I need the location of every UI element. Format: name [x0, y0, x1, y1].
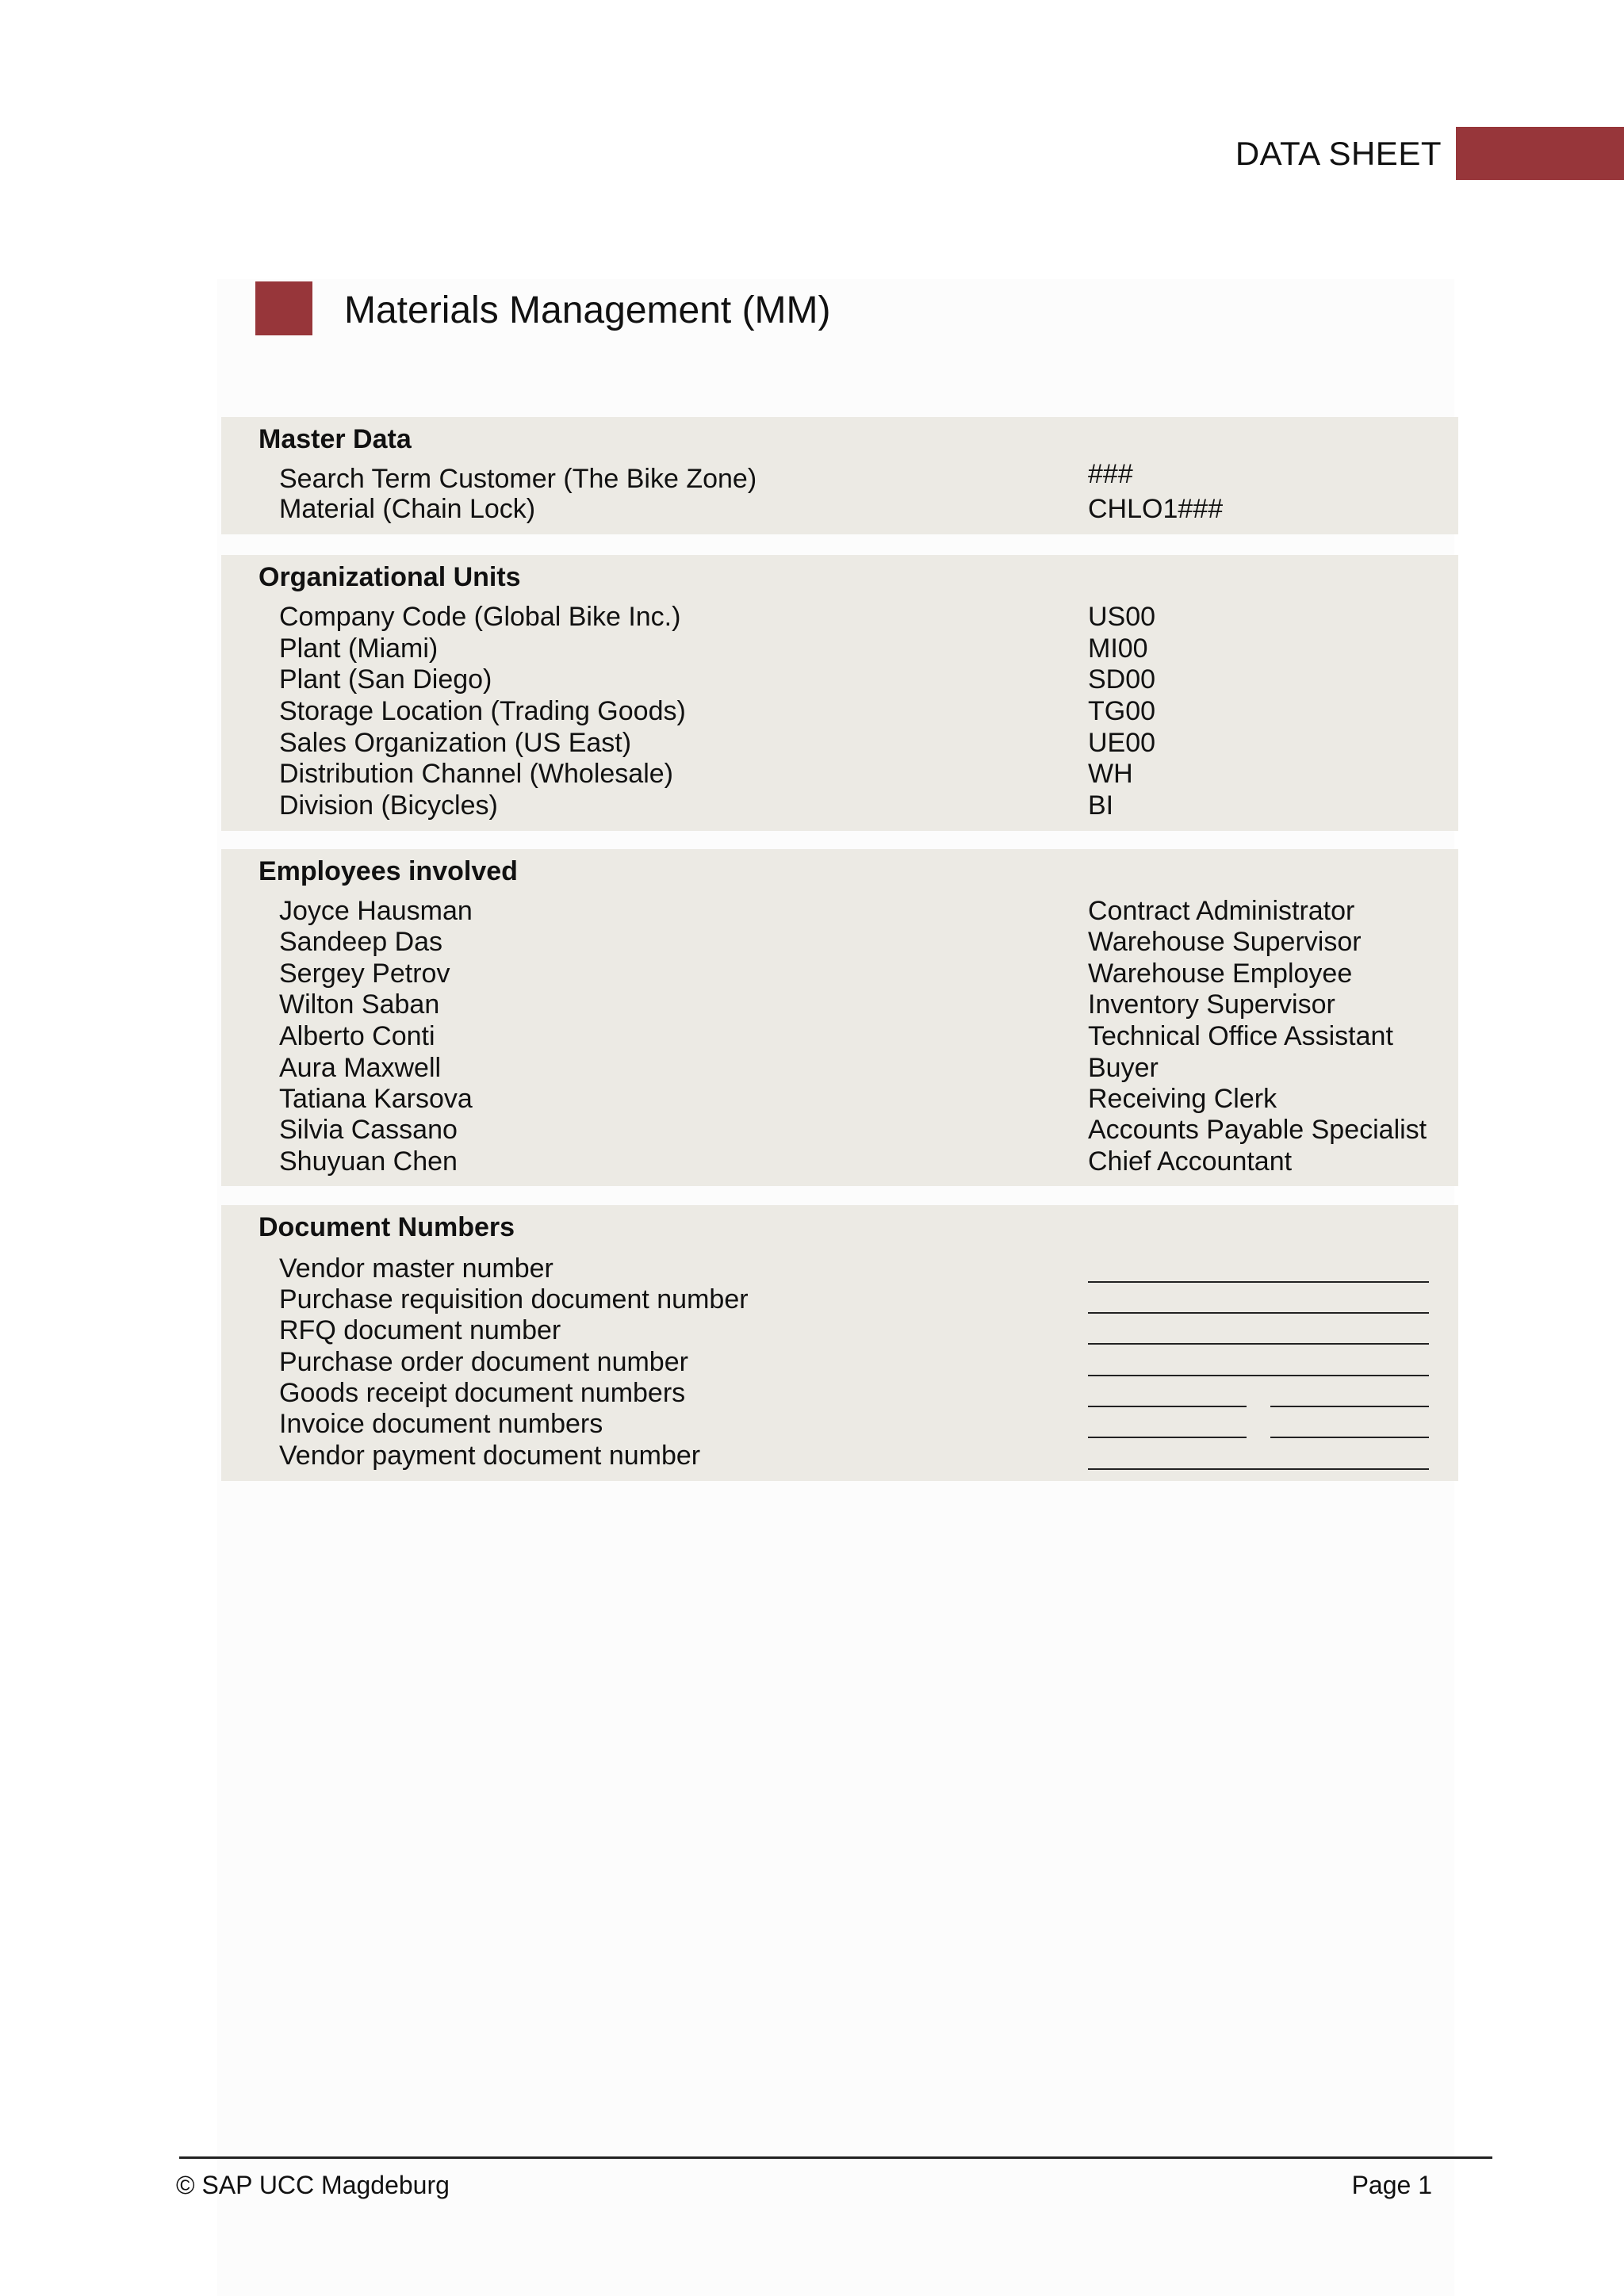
table-row — [221, 695, 1458, 727]
employee-name: Wilton Saban — [279, 989, 440, 1020]
employee-role: Inventory Supervisor — [1088, 989, 1335, 1020]
row-label: Sales Organization (US East) — [279, 728, 632, 758]
table-row — [221, 1314, 1458, 1346]
table-row — [221, 1146, 1458, 1177]
employee-role: Chief Accountant — [1088, 1146, 1293, 1177]
employee-role: Technical Office Assistant — [1088, 1021, 1393, 1051]
employee-name: Shuyuan Chen — [279, 1146, 458, 1177]
employee-role: Buyer — [1088, 1053, 1159, 1083]
row-value: CHLO1### — [1088, 494, 1224, 524]
table-row — [221, 1440, 1458, 1471]
row-label: Vendor payment document number — [279, 1441, 701, 1471]
table-row — [221, 1253, 1458, 1284]
row-value: ### — [1088, 459, 1133, 489]
row-value: BI — [1088, 790, 1114, 821]
header-accent-bar — [1456, 127, 1624, 180]
row-label: Invoice document numbers — [279, 1409, 603, 1439]
row-value: MI00 — [1088, 633, 1148, 664]
row-label: Plant (San Diego) — [279, 664, 492, 695]
fill-in-blank[interactable] — [1088, 1343, 1429, 1345]
table-row — [221, 459, 1458, 495]
title-accent-square — [255, 281, 312, 335]
row-value: WH — [1088, 759, 1133, 789]
table-row — [221, 493, 1458, 525]
fill-in-blank[interactable] — [1088, 1375, 1429, 1376]
employee-role: Warehouse Employee — [1088, 959, 1353, 989]
footer-page-number: Page 1 — [1351, 2171, 1432, 2199]
row-value: US00 — [1088, 602, 1156, 632]
table-row — [221, 664, 1458, 695]
fill-in-blank[interactable] — [1088, 1468, 1429, 1470]
employee-name: Silvia Cassano — [279, 1115, 458, 1145]
employees-section — [221, 849, 1458, 1186]
header-label: DATA SHEET — [1235, 135, 1442, 172]
table-row — [221, 1284, 1458, 1315]
table-row — [221, 633, 1458, 664]
table-row — [221, 958, 1458, 989]
row-label: Purchase requisition document number — [279, 1284, 749, 1314]
organizational-units-section — [221, 555, 1458, 831]
row-label: Search Term Customer (The Bike Zone) — [279, 464, 757, 494]
employee-role: Accounts Payable Specialist — [1088, 1115, 1427, 1145]
table-row — [221, 1083, 1458, 1115]
master-data-section — [221, 417, 1458, 534]
table-row — [221, 1020, 1458, 1052]
table-row — [221, 989, 1458, 1020]
row-label: Storage Location (Trading Goods) — [279, 696, 686, 726]
row-label: Division (Bicycles) — [279, 790, 498, 821]
employee-role: Contract Administrator — [1088, 896, 1355, 926]
row-label: RFQ document number — [279, 1315, 561, 1345]
row-label: Plant (Miami) — [279, 633, 439, 664]
table-row — [221, 790, 1458, 821]
footer-divider — [179, 2156, 1492, 2159]
fill-in-blank[interactable] — [1088, 1406, 1247, 1407]
fill-in-blank[interactable] — [1270, 1437, 1429, 1438]
employee-role: Warehouse Supervisor — [1088, 927, 1362, 957]
employee-role: Receiving Clerk — [1088, 1084, 1277, 1114]
footer-copyright: © SAP UCC Magdeburg — [176, 2171, 450, 2199]
table-row — [221, 727, 1458, 759]
employee-name: Aura Maxwell — [279, 1053, 442, 1083]
fill-in-blank[interactable] — [1088, 1281, 1429, 1283]
fill-in-blank[interactable] — [1088, 1312, 1429, 1314]
employee-name: Tatiana Karsova — [279, 1084, 473, 1114]
table-row — [221, 926, 1458, 958]
table-row — [221, 1408, 1458, 1440]
row-value: TG00 — [1088, 696, 1156, 726]
row-label: Purchase order document number — [279, 1347, 688, 1377]
employee-name: Joyce Hausman — [279, 896, 473, 926]
section-title: Document Numbers — [259, 1212, 515, 1242]
employee-name: Alberto Conti — [279, 1021, 435, 1051]
table-row — [221, 1346, 1458, 1378]
table-row — [221, 1377, 1458, 1409]
row-label: Material (Chain Lock) — [279, 494, 536, 524]
employee-name: Sandeep Das — [279, 927, 443, 957]
row-label: Distribution Channel (Wholesale) — [279, 759, 674, 789]
row-label: Company Code (Global Bike Inc.) — [279, 602, 681, 632]
table-row — [221, 601, 1458, 633]
section-title: Master Data — [259, 424, 412, 454]
employee-name: Sergey Petrov — [279, 959, 450, 989]
table-row — [221, 895, 1458, 927]
row-label: Goods receipt document numbers — [279, 1378, 686, 1408]
section-title: Employees involved — [259, 856, 518, 886]
row-value: UE00 — [1088, 728, 1156, 758]
section-title: Organizational Units — [259, 562, 521, 592]
table-row — [221, 1052, 1458, 1084]
fill-in-blank[interactable] — [1088, 1437, 1247, 1438]
row-value: SD00 — [1088, 664, 1156, 695]
table-row — [221, 1114, 1458, 1146]
table-row — [221, 758, 1458, 790]
document-numbers-section — [221, 1205, 1458, 1481]
page-title: Materials Management (MM) — [344, 289, 831, 331]
row-label: Vendor master number — [279, 1253, 553, 1284]
fill-in-blank[interactable] — [1270, 1406, 1429, 1407]
